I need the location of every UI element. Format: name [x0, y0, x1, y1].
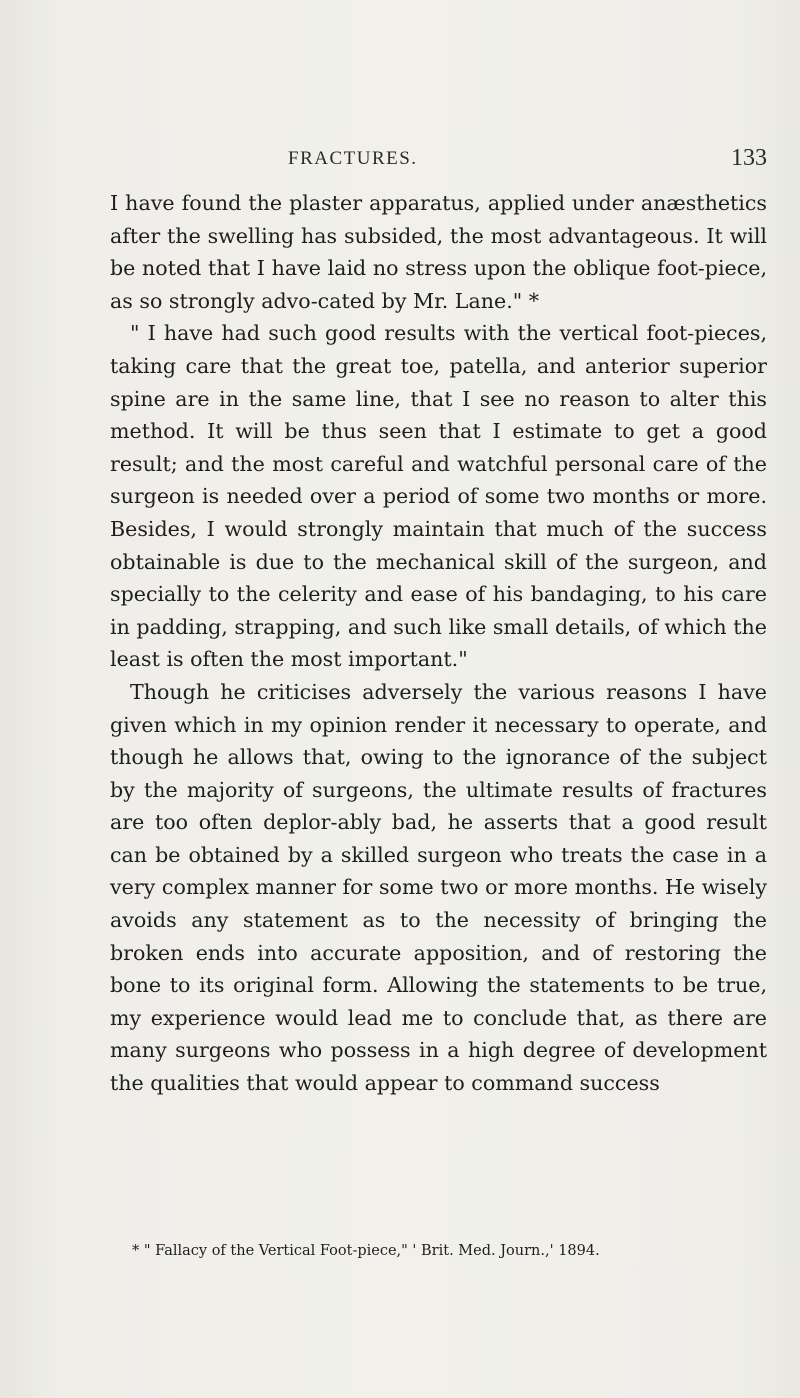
paragraph: Though he criticises adversely the various reasons I have given which in my opinion render it necessary to operate, and though he allows that, owing to the ignorance of the subject by the majority of surgeons, the ultimate results of fractures are too often deplor-ably bad, he asserts that a good result can be obtained by a skilled surgeon who treats the case in a very complex manner for some two or more months. He wisely avoids any statement as to the necessity of bringing the broken ends into accurate apposition, and of restoring the bone to its original form. Allowing the statements to be true, my experience would lead me to conclude that, as there are many surgeons who possess in a high degree of development the qualities that would appear to command success	[110, 679, 767, 1096]
paragraph: " I have had such good results with the vertical foot-pieces, taking care that the great toe, patella, and anterior superior spine are in the same line, that I see no reason to alter this method. It will be thus seen that I estimate to get a good result; and the most careful and watchful personal care of the surgeon is needed over a period of some two months or more. Besides, I would strongly maintain that much of the success obtainable is due to the mechanical skill of the surgeon, and specially to the celerity and ease of his bandaging, to his care in padding, strapping, and such like small details, of which the least is often the most important."	[110, 321, 767, 672]
paragraph: I have found the plaster apparatus, applied under anæsthetics after the swelling has subsided, the most advantageous. It will be noted that I have laid no stress upon the oblique foot-piece, as so strongly advo-cated by Mr. Lane." *	[110, 191, 767, 313]
running-title: FRACTURES.	[288, 148, 418, 169]
body-text	[110, 187, 767, 1100]
running-head	[110, 145, 767, 178]
page-number: 133	[731, 145, 767, 171]
footnote: * " Fallacy of the Vertical Foot-piece," ' Brit. Med. Journ.,' 1894.	[132, 1243, 600, 1259]
